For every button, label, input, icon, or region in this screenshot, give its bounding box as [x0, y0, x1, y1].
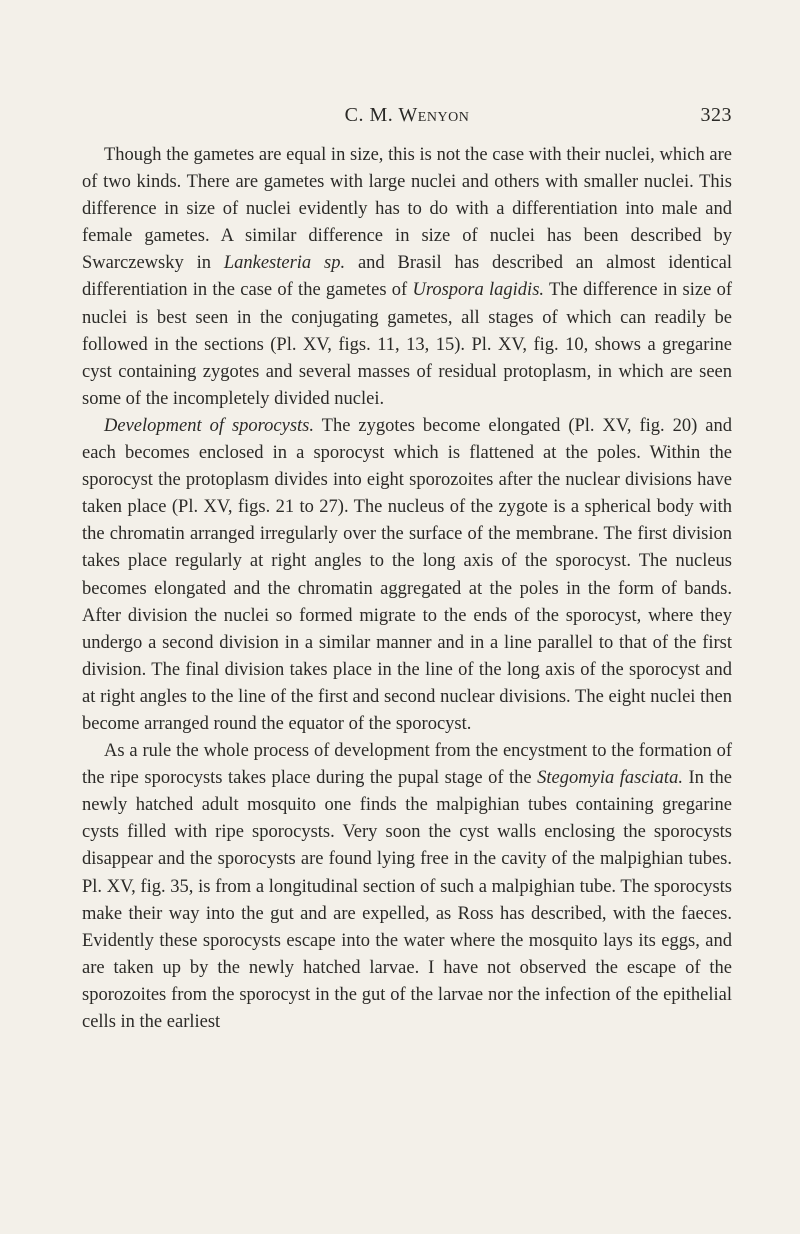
running-header — [82, 104, 732, 130]
paragraph-gamete-nuclei — [82, 142, 732, 413]
species-name-urospora: Urospora lagidis. — [412, 280, 545, 301]
text-run: In the newly hatched adult mosquito one finds the malpighian tubes containing gregarine cysts filled with ripe sporocysts. Very soon the cyst walls enclosing the sporocysts disappear and the sporocysts are found lying free in the cavity of the malpighian tubes. Pl. XV, fig. 35, is from a longitudinal section of such a malpighian tube. The sporocysts make their way into the gut and are expelled, as Ross has described, with the faeces. Evidently these sporocysts escape into the water where the mosquito lays its eggs, and are taken up by the newly hatched larvae. I have not observed the escape of the sporozoites from the sporocyst in the gut of the larvae nor the infection of the epithelial cells in the earliest — [82, 768, 732, 1032]
page-number: 323 — [700, 104, 732, 126]
text-run: Though the gametes are equal in size, this is not the case with their nuclei, which are of two kinds. There are gametes with large nuclei and others with smaller nuclei. This difference in size of nuclei evidently has to do with a differentiation into male and female gametes. A similar difference in size of nuclei has been described by Swarczewsky in — [82, 145, 732, 274]
body-text — [82, 142, 732, 1036]
text-run: The zygotes become elongated (Pl. XV, fig. 20) and each becomes enclosed in a sporocyst which is flattened at the poles. Within the sporocyst the protoplasm divides into eight sporozoites after the nuclear divisions have taken place (Pl. XV, figs. 21 to 27). The nucleus of the zygote is a spherical body with the chromatin arranged irregularly over the surface of the membrane. The first division takes place regularly at right angles to the long axis of the sporocyst. The nucleus becomes elongated and the chromatin aggregated at the poles in the form of bands. After division the nuclei so formed migrate to the ends of the sporocyst, where they undergo a second division in a similar manner and in a line parallel to that of the first division. The final division takes place in the line of the long axis of the sporocyst and at right angles to the line of the first and second nuclear divisions. The eight nuclei then become arranged round the equator of the sporocyst. — [82, 415, 732, 734]
species-name-lankesteria: Lankesteria sp. — [223, 253, 346, 274]
text-run: The difference in size of nuclei is best seen in the conjugating gametes, all stages of which can readily be followed in the sections (Pl. XV, figs. 11, 13, 15). Pl. XV, fig. 10, shows a gregarine cyst containing zygotes and several masses of residual protoplasm, in which are seen some of the incompletely divided nuclei. — [82, 280, 732, 409]
text-run: and Brasil has described an almost identical differentiation in the case of the gametes of — [82, 253, 732, 301]
paragraph-mosquito-stage — [82, 738, 732, 1036]
section-heading-sporocysts: Development of sporocysts. — [104, 415, 315, 436]
paragraph-development-of-sporocysts — [82, 413, 732, 738]
running-head-author: C. M. Wenyon — [344, 104, 470, 126]
text-run: As a rule the whole process of development from the encystment to the formation of the ripe sporocysts takes place during the pupal stage of the — [82, 741, 732, 789]
species-name-stegomyia: Stegomyia fasciata. — [537, 768, 683, 789]
